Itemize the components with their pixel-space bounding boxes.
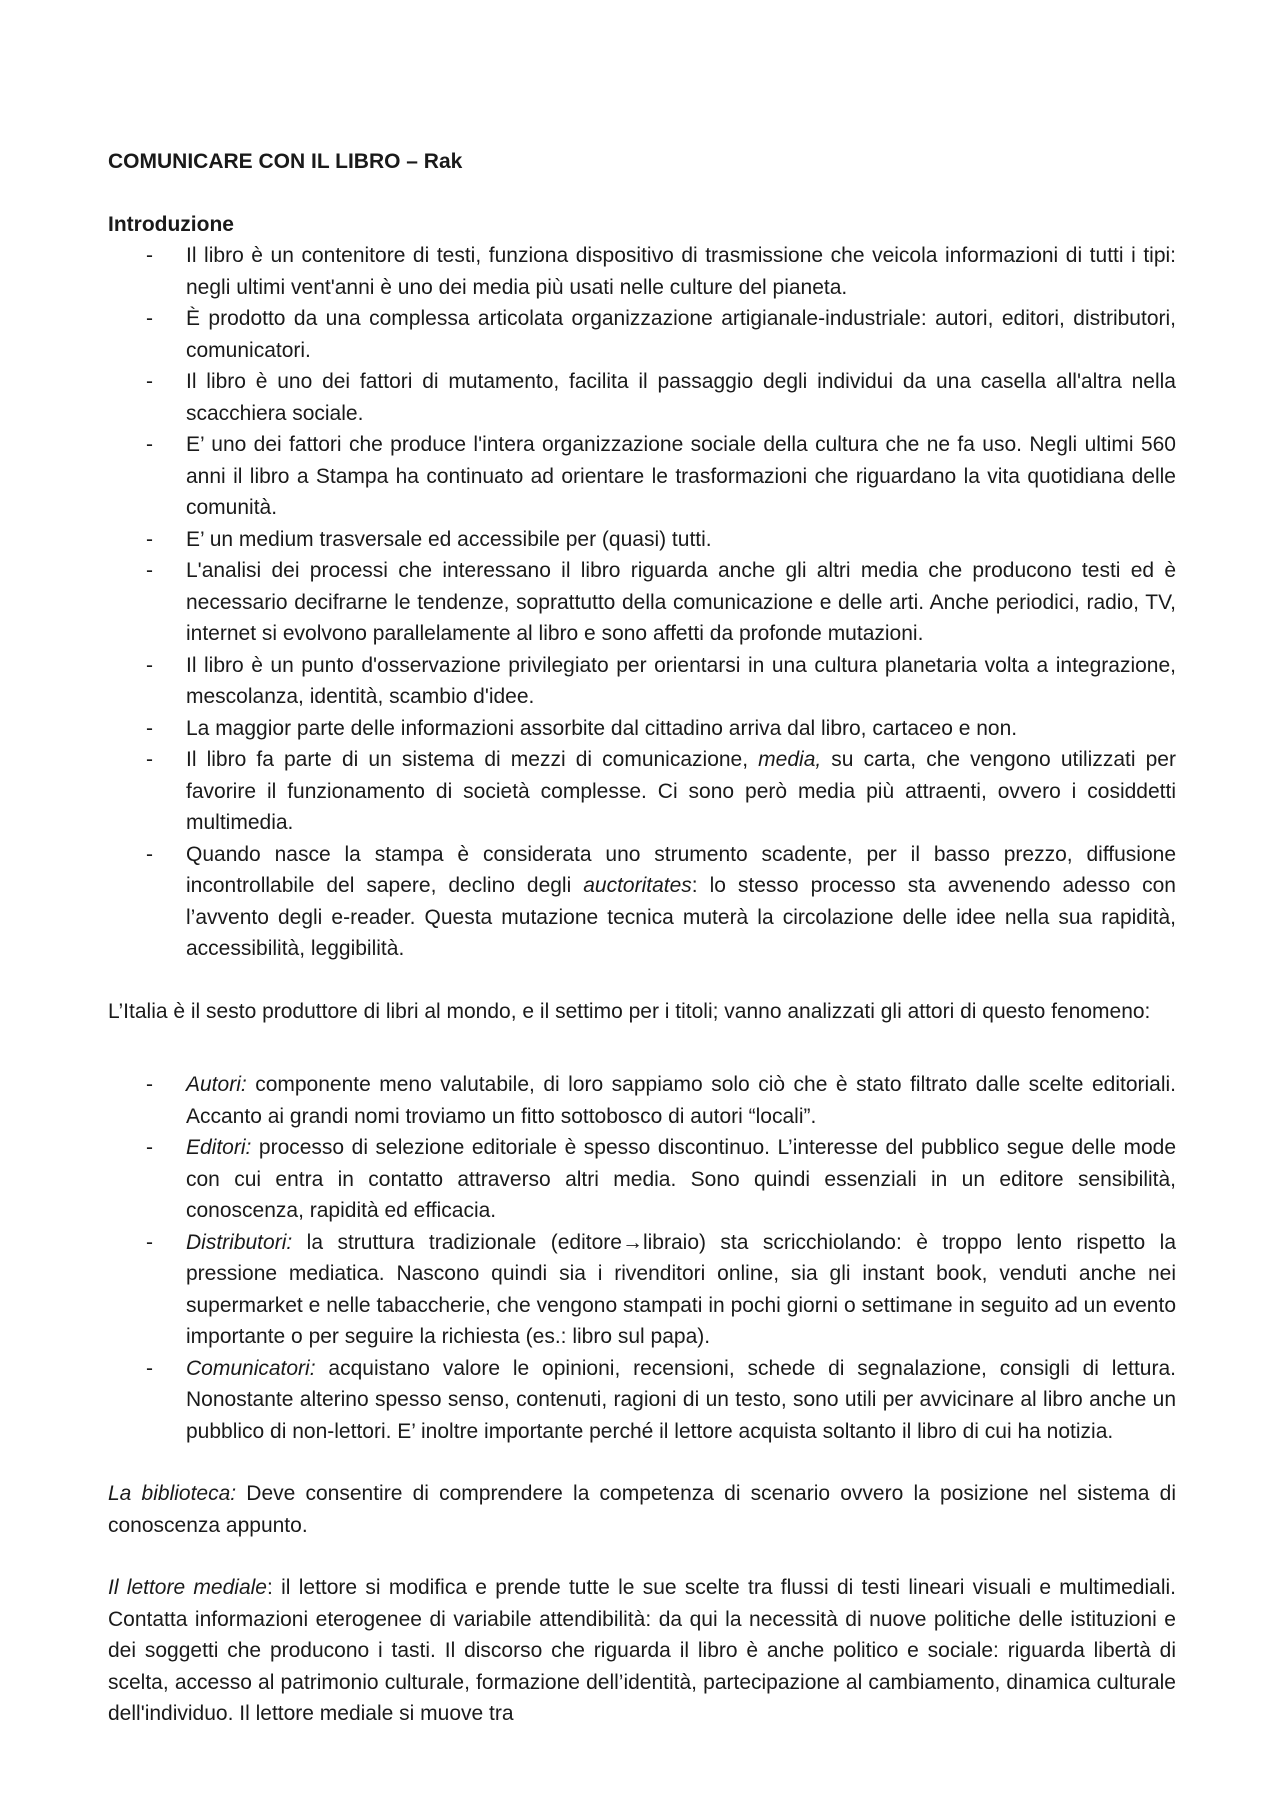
attore-text: acquistano valore le opinioni, recensioni, schede di segnalazione, consigli di lettura. Nonostante alterino spesso senso, contenuti, ragioni di un testo, sono utili per avvicinare al libro anche un pubblico di non-lettori. E’ inoltre importante perché il lettore acquista soltanto il libro di cui ha notizia.: [186, 1356, 1176, 1443]
intro-item-media: [108, 744, 1176, 839]
text-run: Quando nasce la stampa è considerata uno strumento scadente, per il basso prezzo, diffusione incontrollabile del sapere, declino degli: [186, 842, 1176, 897]
document-page: [108, 146, 1176, 1730]
attori-list: [108, 1069, 1176, 1447]
lettore-paragraph: [108, 1572, 1176, 1730]
text-run: : lo stesso processo sta avvenendo adesso con l’avvento degli e-reader. Questa mutazione tecnica muterà la circolazione delle idee nella sua rapidità, accessibilità, leggibilità.: [186, 874, 1176, 960]
intro-item: - Il libro è uno dei fattori di mutamento, facilita il passaggio degli individui da una casella all'altra nella scacchiera sociale.: [108, 366, 1176, 429]
attore-item-comunicatori: [108, 1353, 1176, 1448]
attore-text: la struttura tradizionale (editore→libraio) sta scricchiolando: è troppo lento rispetto la pressione mediatica. Nascono quindi sia i rivenditori online, sia gli instant book, venduti anche nei supermarket e nelle tabaccherie, che vengono stampati in pochi giorni o settimane in seguito ad un evento importante o per seguire la richiesta (es.: libro sul papa).: [186, 1230, 1176, 1348]
document-title: COMUNICARE CON IL LIBRO – Rak: [108, 150, 463, 173]
attore-item-autori: [108, 1069, 1176, 1132]
intro-item: - Il libro è un contenitore di testi, funziona dispositivo di trasmissione che veicola informazioni di tutti i tipi: negli ultimi vent'anni è uno dei media più usati nelle culture del pianeta.: [108, 240, 1176, 303]
attore-item-distributori: [108, 1227, 1176, 1353]
intro-item: - È prodotto da una complessa articolata organizzazione artigianale-industriale: autori, editori, distributori, comunicatori.: [108, 303, 1176, 366]
lettore-label: Il lettore mediale: [108, 1576, 267, 1599]
attore-text: componente meno valutabile, di loro sappiamo solo ciò che è stato filtrato dalle scelte editoriali. Accanto ai grandi nomi troviamo un fitto sottobosco di autori “locali”.: [186, 1073, 1176, 1128]
intro-item: - La maggior parte delle informazioni assorbite dal cittadino arriva dal libro, cartaceo e non.: [108, 713, 1176, 745]
intro-item: - E’ uno dei fattori che produce l'intera organizzazione sociale della cultura che ne fa uso. Negli ultimi 560 anni il libro a Stampa ha continuato ad orientare le trasformazioni che riguardano la vita quotidiana delle comunità.: [108, 429, 1176, 524]
attore-item-editori: [108, 1132, 1176, 1227]
text-run: su carta, che vengono utilizzati per favorire il funzionamento di società complesse. Ci sono però media più attraenti, ovvero i cosiddetti multimedia.: [186, 748, 1176, 834]
biblioteca-label: La biblioteca:: [108, 1482, 237, 1505]
biblioteca-paragraph: [108, 1478, 1176, 1541]
section-heading-introduzione: Introduzione: [108, 212, 234, 236]
attore-label: Editori:: [186, 1136, 252, 1159]
emphasis-auctoritates: auctoritates: [583, 874, 692, 897]
intro-item: - L'analisi dei processi che interessano il libro riguarda anche gli altri media che producono testi ed è necessario decifrarne le tendenze, soprattutto della comunicazione e delle arti. Anche periodici, radio, TV, internet si evolvono parallelamente al libro e sono affetti da profonde mutazioni.: [108, 555, 1176, 650]
attore-label: Autori:: [186, 1073, 247, 1096]
attore-label: Distributori:: [186, 1230, 293, 1254]
lettore-text: : il lettore si modifica e prende tutte le sue scelte tra flussi di testi lineari visuali e multimediali. Contatta informazioni eterogenee di variabile attendibilità: da qui la necessità di nuove politiche delle istituzioni e dei soggetti che producono i tasti. Il discorso che riguarda il libro è anche politico e sociale: riguarda libertà di scelta, accesso al patrimonio culturale, formazione dell’identità, partecipazione al cambiamento, dinamica culturale dell'individuo. Il lettore mediale si muove tra: [108, 1576, 1176, 1725]
italia-paragraph: L’Italia è il sesto produttore di libri al mondo, e il settimo per i titoli; vanno analizzati gli attori di questo fenomeno:: [108, 999, 1151, 1023]
biblioteca-text: Deve consentire di comprendere la competenza di scenario ovvero la posizione nel sistema di conoscenza appunto.: [108, 1482, 1176, 1537]
emphasis-media: media,: [758, 748, 822, 771]
intro-item: - E’ un medium trasversale ed accessibile per (quasi) tutti.: [108, 524, 1176, 556]
intro-item-stampa: [108, 839, 1176, 965]
intro-list: [108, 240, 1176, 965]
attore-label: Comunicatori:: [186, 1356, 316, 1380]
text-run: Il libro fa parte di un sistema di mezzi di comunicazione,: [186, 748, 759, 771]
intro-item: - Il libro è un punto d'osservazione privilegiato per orientarsi in una cultura planetaria volta a integrazione, mescolanza, identità, scambio d'idee.: [108, 650, 1176, 713]
attore-text: processo di selezione editoriale è spesso discontinuo. L’interesse del pubblico segue delle mode con cui entra in contatto attraverso altri media. Sono quindi essenziali in un editore sensibilità, conoscenza, rapidità ed efficacia.: [186, 1136, 1176, 1222]
